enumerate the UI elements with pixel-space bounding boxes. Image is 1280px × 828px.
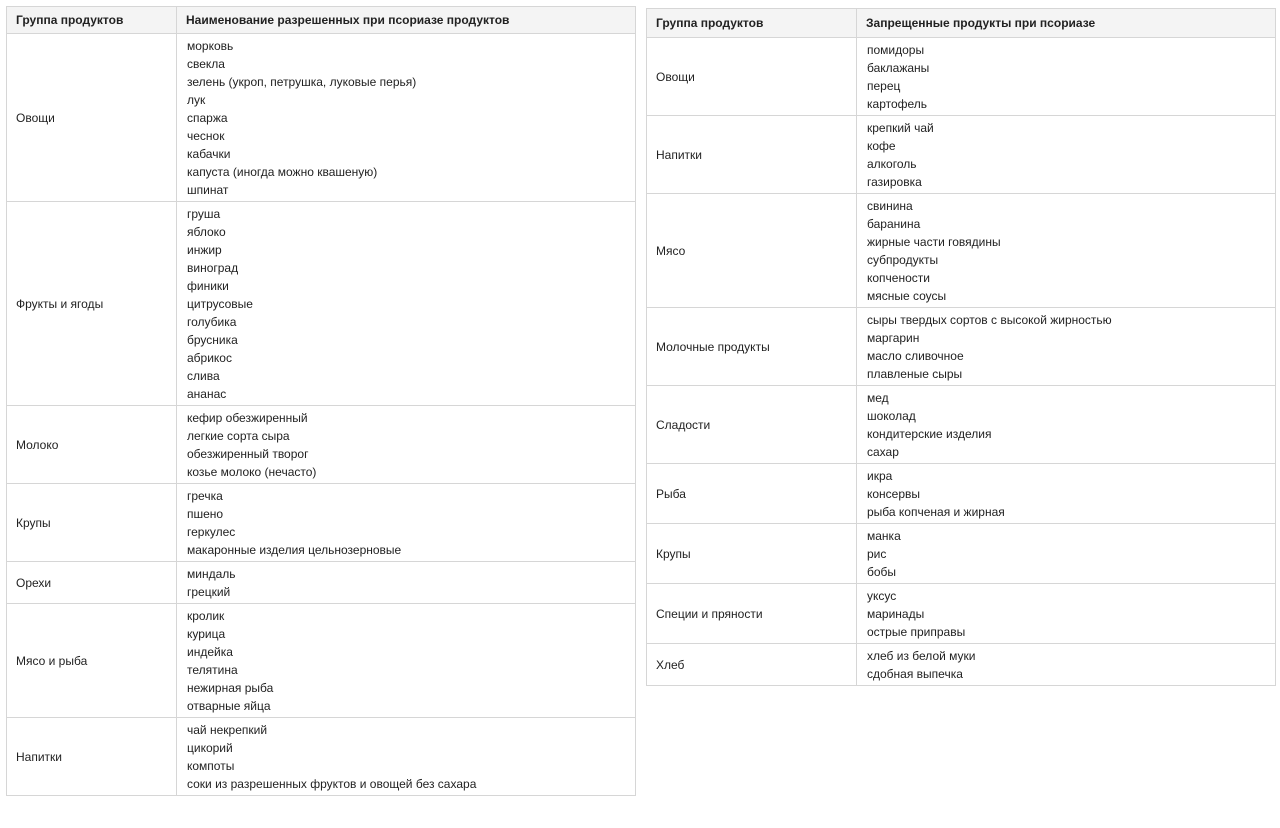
product-item: кондитерские изделия <box>867 427 992 441</box>
product-item: грецкий <box>187 585 231 599</box>
product-item: газировка <box>867 175 922 189</box>
product-item: масло сливочное <box>867 349 964 363</box>
product-item: картофель <box>867 97 928 111</box>
items-cell <box>857 386 1276 464</box>
items-cell <box>857 308 1276 386</box>
product-item: лук <box>187 93 206 107</box>
product-item: острые приправы <box>867 625 966 639</box>
group-cell: Мясо и рыба <box>7 604 177 718</box>
product-item: шоколад <box>867 409 916 423</box>
table-row <box>647 464 1276 524</box>
items-cell <box>177 484 636 562</box>
items-cell <box>177 562 636 604</box>
product-item: цитрусовые <box>187 297 253 311</box>
product-item: абрикос <box>187 351 232 365</box>
group-cell: Хлеб <box>647 644 857 686</box>
forbidden-table-body <box>647 38 1276 686</box>
forbidden-products-table <box>646 8 1276 686</box>
product-item: соки из разрешенных фруктов и овощей без сахара <box>187 777 477 791</box>
product-item: кофе <box>867 139 896 153</box>
items-cell <box>177 604 636 718</box>
group-cell: Крупы <box>647 524 857 584</box>
group-cell: Молоко <box>7 406 177 484</box>
table-row <box>647 308 1276 386</box>
group-cell: Фрукты и ягоды <box>7 202 177 406</box>
table-row <box>647 194 1276 308</box>
product-item: копчености <box>867 271 930 285</box>
product-item: бобы <box>867 565 897 579</box>
product-item: кролик <box>187 609 225 623</box>
product-item: слива <box>187 369 220 383</box>
product-item: мясные соусы <box>867 289 947 303</box>
product-item: телятина <box>187 663 238 677</box>
table-row <box>7 718 636 796</box>
items-cell <box>177 202 636 406</box>
product-item: геркулес <box>187 525 236 539</box>
group-cell: Сладости <box>647 386 857 464</box>
product-item: консервы <box>867 487 921 501</box>
product-item: отварные яйца <box>187 699 271 713</box>
table-row <box>647 116 1276 194</box>
product-item: рыба копченая и жирная <box>867 505 1005 519</box>
product-item: брусника <box>187 333 238 347</box>
product-item: хлеб из белой муки <box>867 649 976 663</box>
table-row <box>7 484 636 562</box>
product-item: чай некрепкий <box>187 723 268 737</box>
items-cell <box>177 406 636 484</box>
table-header-row <box>7 7 636 34</box>
product-item: икра <box>867 469 893 483</box>
group-cell: Напитки <box>7 718 177 796</box>
items-cell <box>857 464 1276 524</box>
table-row <box>647 584 1276 644</box>
product-item: компоты <box>187 759 235 773</box>
product-item: шпинат <box>187 183 229 197</box>
product-item: нежирная рыба <box>187 681 274 695</box>
table-row <box>647 38 1276 116</box>
product-item: макаронные изделия цельнозерновые <box>187 543 402 557</box>
product-item: маринады <box>867 607 925 621</box>
product-item: яблоко <box>187 225 226 239</box>
table-row <box>7 604 636 718</box>
product-item: индейка <box>187 645 233 659</box>
items-cell <box>857 194 1276 308</box>
product-item: инжир <box>187 243 222 257</box>
product-item: алкоголь <box>867 157 917 171</box>
items-cell <box>857 38 1276 116</box>
header-allowed-items: Наименование разрешенных при псориазе продуктов <box>177 7 636 34</box>
group-cell: Крупы <box>7 484 177 562</box>
group-cell: Специи и пряности <box>647 584 857 644</box>
product-item: маргарин <box>867 331 920 345</box>
product-item: крепкий чай <box>867 121 934 135</box>
product-item: уксус <box>867 589 897 603</box>
product-item: цикорий <box>187 741 233 755</box>
product-item: сахар <box>867 445 899 459</box>
group-cell: Овощи <box>7 34 177 202</box>
product-item: груша <box>187 207 221 221</box>
items-cell <box>857 524 1276 584</box>
product-item: зелень (укроп, петрушка, луковые перья) <box>187 75 417 89</box>
allowed-products-table <box>6 6 636 796</box>
items-cell <box>177 34 636 202</box>
product-item: финики <box>187 279 229 293</box>
table-row <box>7 202 636 406</box>
product-item: курица <box>187 627 226 641</box>
group-cell: Молочные продукты <box>647 308 857 386</box>
group-cell: Мясо <box>647 194 857 308</box>
table-row <box>647 644 1276 686</box>
product-item: перец <box>867 79 901 93</box>
group-cell: Орехи <box>7 562 177 604</box>
product-item: субпродукты <box>867 253 939 267</box>
product-item: миндаль <box>187 567 236 581</box>
product-item: кабачки <box>187 147 231 161</box>
product-item: обезжиренный творог <box>187 447 309 461</box>
table-header-row <box>647 9 1276 38</box>
product-item: сдобная выпечка <box>867 667 963 681</box>
product-item: мед <box>867 391 889 405</box>
product-item: манка <box>867 529 901 543</box>
product-item: жирные части говядины <box>867 235 1001 249</box>
table-row <box>7 34 636 202</box>
items-cell <box>857 584 1276 644</box>
product-item: плавленые сыры <box>867 367 963 381</box>
group-cell: Напитки <box>647 116 857 194</box>
header-forbidden-items: Запрещенные продукты при псориазе <box>857 9 1276 38</box>
items-cell <box>177 718 636 796</box>
product-item: пшено <box>187 507 224 521</box>
product-item: чеснок <box>187 129 225 143</box>
product-item: свинина <box>867 199 913 213</box>
product-item: козье молоко (нечасто) <box>187 465 317 479</box>
group-cell: Овощи <box>647 38 857 116</box>
table-row <box>647 524 1276 584</box>
product-item: виноград <box>187 261 239 275</box>
product-item: ананас <box>187 387 227 401</box>
product-item: спаржа <box>187 111 228 125</box>
product-item: гречка <box>187 489 223 503</box>
items-cell <box>857 116 1276 194</box>
group-cell: Рыба <box>647 464 857 524</box>
product-item: свекла <box>187 57 225 71</box>
product-item: баранина <box>867 217 921 231</box>
product-item: рис <box>867 547 887 561</box>
header-group: Группа продуктов <box>7 7 177 34</box>
product-item: голубика <box>187 315 237 329</box>
product-item: баклажаны <box>867 61 930 75</box>
product-item: капуста (иногда можно квашеную) <box>187 165 378 179</box>
table-row <box>647 386 1276 464</box>
items-cell <box>857 644 1276 686</box>
product-item: кефир обезжиренный <box>187 411 308 425</box>
table-row <box>7 562 636 604</box>
allowed-table-body <box>7 34 636 796</box>
product-item: легкие сорта сыра <box>187 429 290 443</box>
product-item: сыры твердых сортов с высокой жирностью <box>867 313 1112 327</box>
product-item: морковь <box>187 39 234 53</box>
product-item: помидоры <box>867 43 925 57</box>
table-row <box>7 406 636 484</box>
header-group: Группа продуктов <box>647 9 857 38</box>
